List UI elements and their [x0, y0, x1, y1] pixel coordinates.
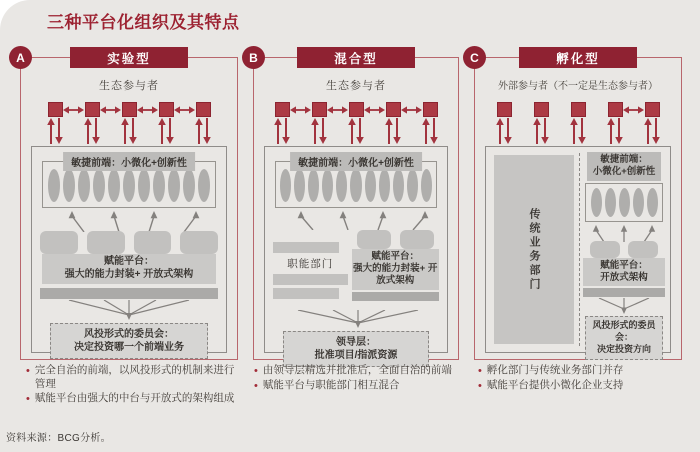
node-square: [48, 102, 63, 117]
frontend-unit: [48, 169, 60, 202]
platform-base-bar: [352, 292, 439, 301]
support-arrows-up-icon: [584, 225, 664, 242]
frontend-unit: [605, 188, 616, 217]
bidirectional-vertical-arrows-icon: [309, 118, 329, 144]
frontend-unit: [365, 169, 376, 202]
bidirectional-horizontal-arrow-icon: [623, 102, 644, 119]
bidirectional-vertical-arrows-icon: [156, 118, 176, 144]
committee-description: 决定投资方向: [596, 343, 651, 354]
participants-label: 生态参与者: [326, 80, 386, 92]
frontend-unit: [619, 188, 630, 217]
frontend-unit: [138, 169, 150, 202]
frontend-unit: [379, 169, 390, 202]
platform-module: [590, 241, 620, 258]
bullet-item: [252, 379, 464, 393]
bidirectional-horizontal-arrow-icon: [137, 102, 158, 119]
bidirectional-horizontal-arrow-icon: [364, 102, 385, 119]
decision-lines-down-icon: [44, 300, 214, 321]
node-square: [349, 102, 364, 117]
frontend-unit: [633, 188, 644, 217]
traditional-business-block: [494, 155, 574, 344]
node-square: [423, 102, 438, 117]
bullet-dot: •: [26, 393, 30, 406]
bullet-text: 由领导层精选并批准后，全面自治的前端: [262, 364, 452, 376]
panel-letter-badge: B: [242, 46, 265, 69]
ecosystem-node: [158, 102, 174, 144]
node-gap: [512, 102, 533, 119]
frontend-unit: [421, 169, 432, 202]
agile-frontend-section: [42, 152, 216, 208]
bullet-dot: •: [254, 365, 258, 377]
bidirectional-horizontal-arrow-icon: [401, 102, 422, 119]
panel-letter-badge: A: [9, 46, 32, 69]
external-node: [607, 102, 623, 144]
frontend-unit: [308, 169, 319, 202]
ecosystem-node: [195, 102, 211, 144]
decision-lines-down-icon: [584, 298, 664, 315]
bidirectional-vertical-arrows-icon: [568, 118, 588, 144]
platform-module: [40, 231, 78, 254]
bullet-text: 完全自治的前端，以风投形式的机制来进行管理: [34, 364, 235, 390]
ecosystem-node: [348, 102, 364, 144]
panel-c-bullets: [476, 364, 692, 395]
bidirectional-vertical-arrows-icon: [193, 118, 213, 144]
bidirectional-vertical-arrows-icon: [119, 118, 139, 144]
frontend-unit: [63, 169, 75, 202]
agile-frontend-section: [275, 152, 437, 208]
node-gap: [549, 102, 570, 119]
committee-description: 决定投资哪一个前端业务: [74, 342, 184, 353]
ecosystem-node: [47, 102, 63, 144]
frontend-unit: [294, 169, 305, 202]
platform-module: [357, 230, 391, 249]
frontend-unit: [123, 169, 135, 202]
panel-title-bar: 混合型: [297, 47, 415, 68]
frontend-unit: [322, 169, 333, 202]
platform-modules-row: [40, 231, 218, 254]
panel-a-bullets: [24, 364, 236, 408]
enabling-platform-label: [583, 258, 665, 287]
organization-box: [485, 146, 671, 353]
frontend-unit: [350, 169, 361, 202]
frontend-header-label: [587, 152, 661, 181]
bidirectional-horizontal-arrow-icon: [63, 102, 84, 119]
bullet-dot: •: [26, 365, 30, 377]
platform-description: 强大的能力封装+ 开放式架构: [64, 268, 194, 280]
bidirectional-horizontal-arrow-icon: [174, 102, 195, 119]
node-square: [312, 102, 327, 117]
bidirectional-vertical-arrows-icon: [383, 118, 403, 144]
panel-b-bullets: [252, 364, 464, 395]
frontend-unit: [647, 188, 658, 217]
dashed-divider: [579, 153, 580, 346]
ecosystem-node: [422, 102, 438, 144]
frontend-unit: [198, 169, 210, 202]
external-nodes-row: [475, 102, 681, 144]
department-bar: [273, 274, 348, 285]
bullet-item: [252, 364, 464, 378]
platform-module: [628, 241, 658, 258]
organization-box: [31, 146, 227, 353]
platform-description: 强大的能力封装+ 开放式架构: [353, 262, 438, 286]
frontend-unit: [78, 169, 90, 202]
frontend-unit: [168, 169, 180, 202]
frontend-unit: [393, 169, 404, 202]
frontend-unit: [407, 169, 418, 202]
bidirectional-vertical-arrows-icon: [642, 118, 662, 144]
ecosystem-node: [121, 102, 137, 144]
panel-experimental: [16, 50, 238, 360]
bidirectional-vertical-arrows-icon: [531, 118, 551, 144]
external-node: [496, 102, 512, 144]
bullet-text: 赋能平台由强大的中台与开放式的架构组成: [34, 392, 235, 405]
platform-module: [87, 231, 125, 254]
node-square: [571, 102, 586, 117]
bidirectional-vertical-arrows-icon: [605, 118, 625, 144]
node-square: [196, 102, 211, 117]
participants-label: 外部参与者（不一定是生态参与者）: [498, 81, 658, 92]
bullet-dot: •: [254, 380, 258, 393]
platform-module: [180, 231, 218, 254]
ecosystem-node: [311, 102, 327, 144]
frontend-unit: [108, 169, 120, 202]
hybrid-middle-section: [273, 231, 439, 309]
frontend-header-label: 敏捷前端：小微化+创新性: [63, 152, 195, 171]
platform-module: [134, 231, 172, 254]
bidirectional-vertical-arrows-icon: [420, 118, 440, 144]
bullet-text: 赋能平台提供小微化企业支持: [486, 379, 624, 392]
decision-lines-down-icon: [273, 310, 443, 329]
frontend-unit: [153, 169, 165, 202]
committee-box: [585, 316, 663, 359]
node-square: [608, 102, 623, 117]
leadership-box: [283, 331, 429, 367]
committee-title: 领导层：: [336, 337, 376, 348]
ecosystem-node: [84, 102, 100, 144]
frontend-unit: [591, 188, 602, 217]
node-square: [122, 102, 137, 117]
panel-title-bar: 孵化型: [519, 47, 637, 68]
platform-base-bar: [583, 288, 665, 297]
functional-departments-label: 职能部门: [287, 257, 334, 270]
bullet-item: [476, 379, 692, 393]
frontend-unit: [336, 169, 347, 202]
platform-modules-row: [352, 230, 439, 249]
enabling-platform-label: [42, 254, 216, 284]
bidirectional-horizontal-arrow-icon: [327, 102, 348, 119]
node-gap: [586, 102, 607, 119]
frontend-unit: [93, 169, 105, 202]
bullet-item: [24, 392, 236, 406]
incubation-column: [583, 152, 665, 354]
node-square: [85, 102, 100, 117]
frontend-unit: [183, 169, 195, 202]
node-square: [645, 102, 660, 117]
department-bar: [273, 288, 339, 299]
node-square: [534, 102, 549, 117]
ecosystem-nodes-row: [21, 102, 237, 144]
support-arrows-up-icon: [44, 211, 214, 232]
bidirectional-horizontal-arrow-icon: [290, 102, 311, 119]
enabling-platform-section: [352, 231, 439, 309]
node-square: [159, 102, 174, 117]
traditional-business-label: 传统业务部门: [528, 207, 540, 292]
department-bar: [273, 242, 339, 253]
committee-description: 批准项目/指派资源: [314, 350, 398, 361]
bidirectional-vertical-arrows-icon: [272, 118, 292, 144]
enabling-platform-label: [352, 249, 439, 290]
platform-title: 赋能平台：: [600, 259, 648, 271]
external-node: [533, 102, 549, 144]
frontend-header-line1: 敏捷前端：: [600, 154, 648, 165]
frontend-units-box: [585, 183, 663, 222]
platform-modules-row: [583, 241, 665, 258]
frontend-unit: [280, 169, 291, 202]
bullet-dot: •: [478, 380, 482, 393]
ecosystem-node: [274, 102, 290, 144]
node-square: [275, 102, 290, 117]
node-square: [386, 102, 401, 117]
node-square: [497, 102, 512, 117]
bullet-text: 孵化部门与传统业务部门并存: [486, 364, 624, 376]
bullet-item: [24, 364, 236, 391]
external-node: [644, 102, 660, 144]
committee-box: [50, 323, 208, 359]
ecosystem-nodes-row: [254, 102, 458, 144]
participants-label: 生态参与者: [99, 80, 159, 92]
bidirectional-horizontal-arrow-icon: [100, 102, 121, 119]
panel-hybrid: [249, 50, 459, 361]
platform-description: 开放式架构: [600, 271, 648, 283]
panel-letter-badge: C: [463, 46, 486, 69]
page-title: 三种平台化组织及其特点: [47, 13, 240, 32]
functional-departments-stack: [273, 231, 352, 309]
ecosystem-node: [385, 102, 401, 144]
committee-title: 风投形式的委员会：: [592, 320, 656, 343]
bullet-text: 赋能平台与职能部门相互混合: [262, 379, 400, 392]
support-arrows-up-icon: [273, 211, 443, 230]
frontend-header-label: 敏捷前端：小微化+创新性: [290, 152, 422, 171]
panel-incubation: [470, 50, 682, 360]
committee-title: 风投形式的委员会：: [84, 329, 174, 340]
platform-title: 赋能平台：: [371, 251, 420, 262]
platform-title: 赋能平台：: [104, 256, 154, 267]
panel-title-bar: 实验型: [70, 47, 188, 68]
external-node: [570, 102, 586, 144]
bidirectional-vertical-arrows-icon: [494, 118, 514, 144]
bidirectional-vertical-arrows-icon: [346, 118, 366, 144]
bullet-item: [476, 364, 692, 378]
source-note: 资料来源：BCG分析。: [6, 433, 111, 444]
bullet-dot: •: [478, 365, 482, 377]
organization-box: [264, 146, 448, 361]
platform-module: [400, 230, 434, 249]
platform-base-bar: [40, 288, 218, 299]
bidirectional-vertical-arrows-icon: [82, 118, 102, 144]
frontend-header-line2: 小微化+创新性: [592, 166, 656, 178]
bidirectional-vertical-arrows-icon: [45, 118, 65, 144]
